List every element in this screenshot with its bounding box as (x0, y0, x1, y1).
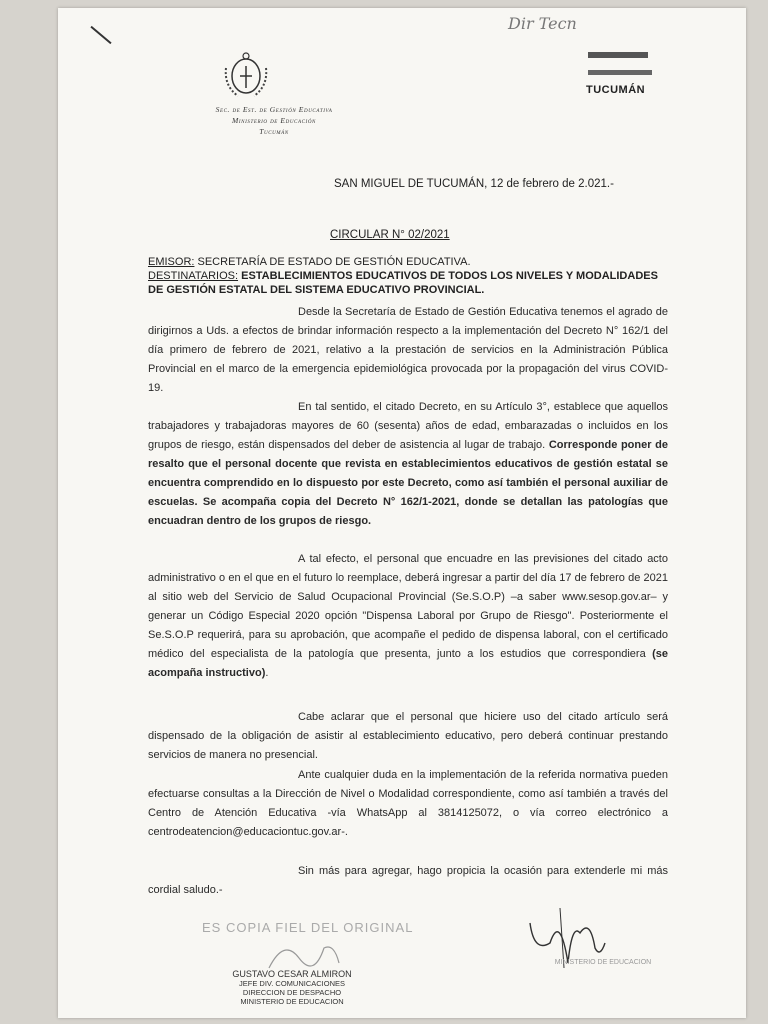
signatory-title: JEFE DIV. COMUNICACIONES (239, 979, 345, 988)
paragraph-1: Desde la Secretaría de Estado de Gestión Educativa tenemos el agrado de dirigirnos a Uds. a efectos de brindar información respecto a la implementación del Decreto N° 162/1 del día primero de febrero de 2021, relativo a la prestación de servicios en la Administración Pública Provincial en el marco de la emergencia epidemiológica provocada por la propagación del virus COVID-19. (148, 306, 668, 394)
issuing-office (154, 104, 394, 137)
redaction-bar (588, 52, 648, 58)
emisor-label: EMISOR: (148, 256, 195, 268)
paragraph-2 (148, 398, 668, 531)
paragraph-6: Sin más para agregar, hago propicia la ocasión para extenderle mi más cordial saludo.- (148, 865, 668, 896)
pen-mark (90, 26, 111, 44)
office-line-3: Tucumán (259, 127, 289, 136)
signatory-ministry: MINISTERIO DE EDUCACION (240, 997, 344, 1006)
paragraph-4: Cabe aclarar que el personal que hiciere uso del citado artículo será dispensado de la obligación de asistir al establecimiento educativo, pero deberá continuar prestando servicios de manera no presencial. (148, 711, 668, 761)
province-logo-text: TUCUMÁN (586, 84, 646, 96)
signatory-right-ministry: MINISTERIO DE EDUCACION (554, 959, 652, 966)
coat-of-arms-seal (218, 48, 274, 104)
emisor-text: SECRETARÍA DE ESTADO DE GESTIÓN EDUCATIVA. (194, 256, 471, 268)
handwritten-note: Dir Tecn (508, 14, 577, 33)
destinatarios-block (148, 270, 668, 297)
signatory-name: GUSTAVO CESAR ALMIRON (232, 969, 352, 979)
redaction-bar (588, 70, 652, 75)
date-line: SAN MIGUEL DE TUCUMÁN, 12 de febrero de 2.021.- (334, 178, 614, 190)
signature-left-block (222, 970, 362, 1006)
circular-title: CIRCULAR N° 02/2021 (330, 229, 450, 241)
office-line-1: Sec. de Est. de Gestión Educativa (215, 105, 333, 114)
paragraph-2-text: En tal sentido, el citado Decreto, en su Artículo 3°, establece que aquellos trabajadores y trabajadoras mayores de 60 (sesenta) años de edad, embarazadas o incluidos en los grupos de riesgo, están dispensados del deber de asistencia al lugar de trabajo. (148, 401, 668, 451)
destinatarios-text: ESTABLECIMIENTOS EDUCATIVOS DE TODOS LOS NIVELES Y MODALIDADES DE GESTIÓN ESTATAL DEL SISTEMA EDUCATIVO PROVINCIAL. (148, 270, 658, 296)
signature-right-block (528, 958, 678, 967)
certified-copy-stamp: ES COPIA FIEL DEL ORIGINAL (202, 920, 414, 935)
destinatarios-label: DESTINATARIOS: (148, 270, 239, 282)
document-page (58, 8, 746, 1018)
paragraph-5: Ante cualquier duda en la implementación de la referida normativa pueden efectuarse consultas a la Dirección de Nivel o Modalidad correspondiente, como así también a través del Centro de Atención Educativa -vía WhatsApp al 3814125072, o vía correo electrónico a centrodeatencion@educaciontuc.gov.ar-. (148, 769, 668, 838)
office-line-2: Ministerio de Educación (232, 116, 316, 125)
paragraph-2-bold: Corresponde poner de resalto que el personal docente que revista en establecimientos educativos de gestión estatal se encuentra comprendido en lo dispuesto por este Decreto, como así también el personal auxiliar de escuelas. Se acompaña copia del Decreto N° 162/1-2021, donde se detallan las patologías que encuadran dentro de los grupos de riesgo. (148, 439, 668, 527)
paragraph-3-end: . (265, 667, 269, 679)
paragraph-3 (148, 550, 668, 683)
signatory-department: DIRECCION DE DESPACHO (242, 988, 342, 997)
emisor-line (148, 256, 668, 270)
paragraph-3-bold: (se acompaña instructivo) (148, 648, 668, 679)
paragraph-3-text: A tal efecto, el personal que encuadre en las previsiones del citado acto administrativo o en el que en el futuro lo reemplace, deberá ingresar a partir del día 17 de febrero de 2021 al sitio web del Servicio de Salud Ocupacional Provincial (Se.S.O.P) –a saber www.sesop.gov.ar– y generar un Código Especial 2020 opción "Dispensa Laboral por Grupo de Riesgo". Posteriormente el Se.S.O.P requerirá, para su aprobación, que acompañe el pedido de dispensa laboral, con el certificado médico del especialista de la patología que presenta, junto a los estudios que correspondiera (148, 553, 668, 660)
